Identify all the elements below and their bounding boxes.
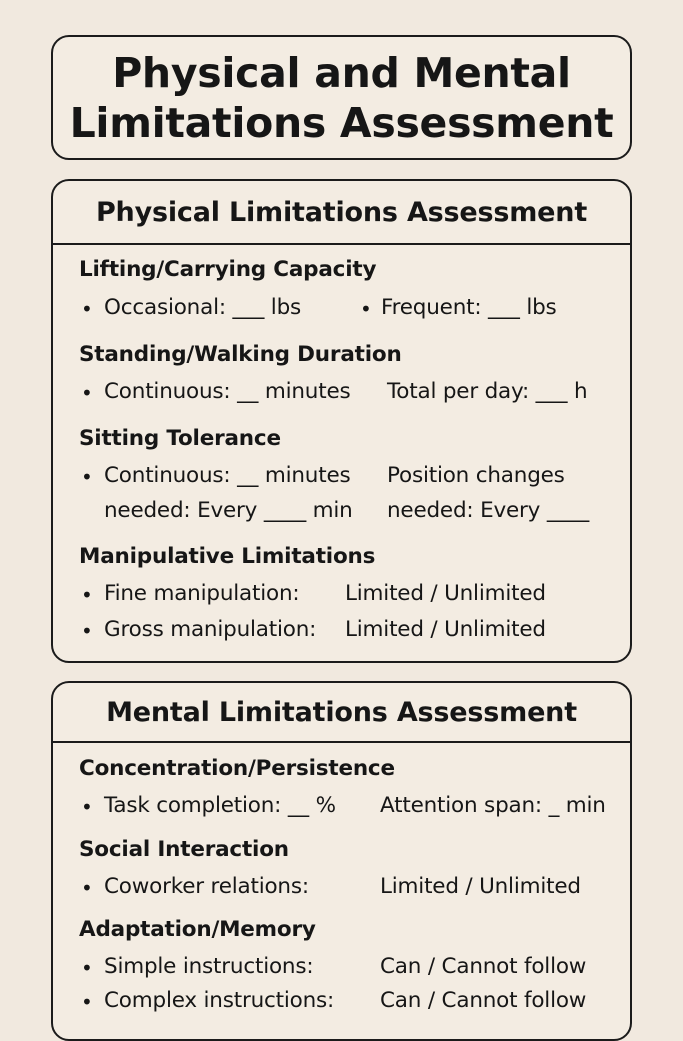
standing-continuous: Continuous: __ minutes — [104, 379, 351, 404]
bullet: • — [81, 583, 93, 607]
bullet: • — [81, 381, 93, 405]
bullet: • — [81, 465, 93, 489]
concentration-heading: Concentration/Persistence — [79, 756, 395, 781]
adaptation-heading: Adaptation/Memory — [79, 917, 316, 942]
task-completion: Task completion: __ % — [104, 793, 336, 818]
bullet: • — [81, 297, 93, 321]
bullet: • — [81, 990, 93, 1014]
sitting-continuous: Continuous: __ minutes — [104, 463, 351, 488]
bullet: • — [81, 876, 93, 900]
lifting-occasional: Occasional: ___ lbs — [104, 295, 302, 320]
bullet: • — [360, 297, 372, 321]
standing-heading: Standing/Walking Duration — [79, 342, 402, 367]
lifting-heading: Lifting/Carrying Capacity — [79, 257, 377, 282]
title-box — [51, 35, 632, 160]
page-title-line-1: Physical and Mental — [112, 48, 571, 97]
sitting-needed-right: needed: Every ____ — [387, 498, 590, 523]
gross-manipulation-label: Gross manipulation: — [104, 617, 317, 642]
sitting-position-changes: Position changes — [387, 463, 565, 488]
coworker-relations-value: Limited / Unlimited — [380, 874, 581, 899]
standing-total: Total per day: ___ h — [387, 379, 588, 404]
complex-instructions-value: Can / Cannot follow — [380, 988, 587, 1013]
simple-instructions-label: Simple instructions: — [104, 954, 314, 979]
lifting-frequent: Frequent: ___ lbs — [381, 295, 557, 320]
bullet: • — [81, 619, 93, 643]
gross-manipulation-value: Limited / Unlimited — [345, 617, 546, 642]
bullet: • — [81, 956, 93, 980]
page-title — [70, 48, 614, 148]
sitting-needed-left: needed: Every ____ min — [104, 498, 353, 523]
manipulative-heading: Manipulative Limitations — [79, 544, 376, 569]
fine-manipulation-label: Fine manipulation: — [104, 581, 300, 606]
social-heading: Social Interaction — [79, 837, 289, 862]
physical-section-heading: Physical Limitations Assessment — [53, 181, 630, 245]
attention-span: Attention span: _ min — [380, 793, 606, 818]
mental-section — [51, 681, 632, 1041]
fine-manipulation-value: Limited / Unlimited — [345, 581, 546, 606]
mental-section-heading: Mental Limitations Assessment — [53, 683, 630, 743]
simple-instructions-value: Can / Cannot follow — [380, 954, 587, 979]
page-title-line-2: Limitations Assessment — [69, 98, 614, 147]
coworker-relations-label: Coworker relations: — [104, 874, 309, 899]
complex-instructions-label: Complex instructions: — [104, 988, 335, 1013]
sitting-heading: Sitting Tolerance — [79, 426, 281, 451]
physical-section — [51, 179, 632, 663]
bullet: • — [81, 795, 93, 819]
